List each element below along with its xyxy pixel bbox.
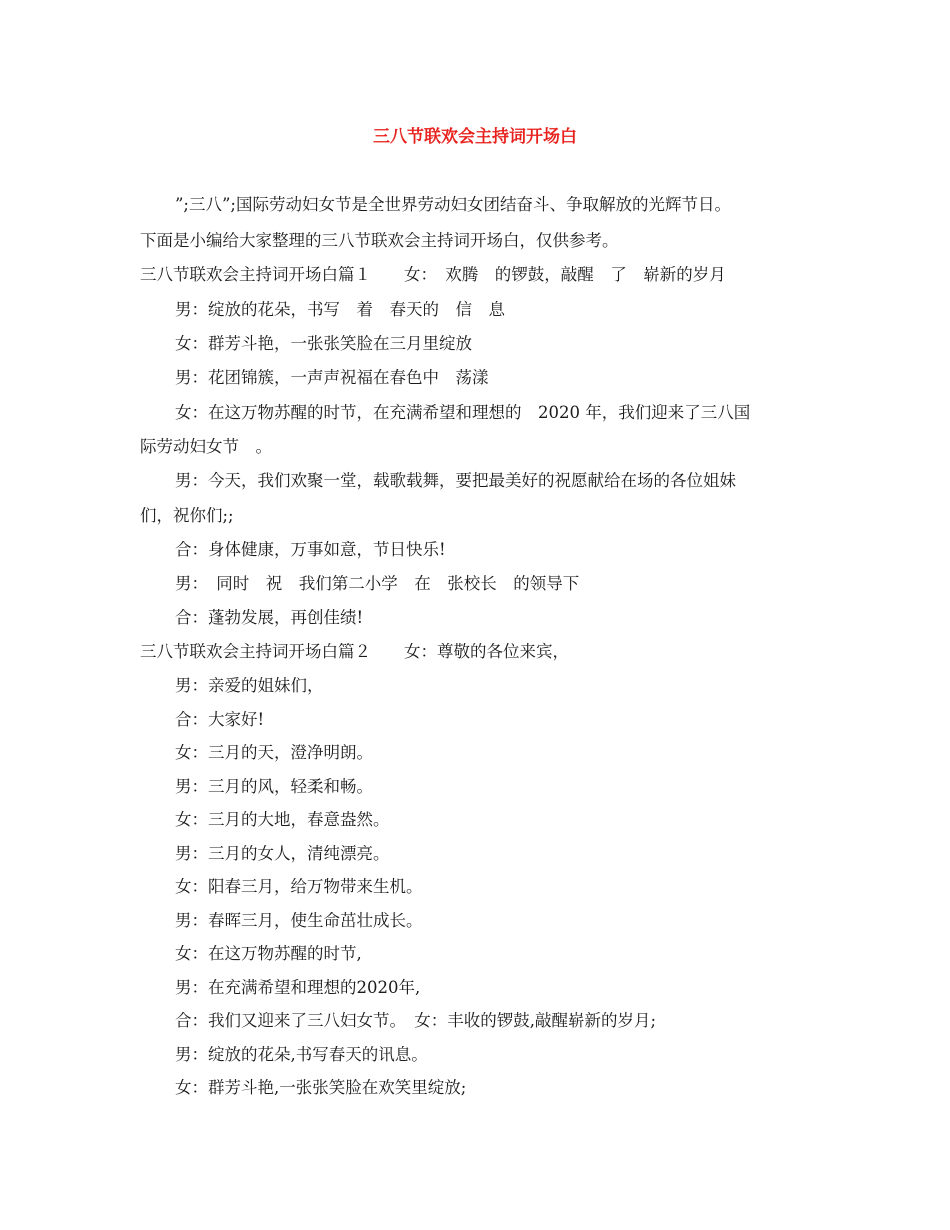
dialogue-line: 们，祝你们;;: [140, 506, 234, 525]
dialogue-line: 女：群芳斗艳,一张张笑脸在欢笑里绽放;: [175, 1078, 467, 1097]
dialogue-line: 男：在充满希望和理想的2020年,: [175, 978, 421, 997]
dialogue-line: 男：今天，我们欢聚一堂，载歌载舞，要把最美好的祝愿献给在场的各位姐妹: [175, 471, 736, 490]
dialogue-line: 男：绽放的花朵，书写 着 春天的 信 息: [175, 300, 505, 319]
dialogue-line: 女：三月的天，澄净明朗。: [175, 743, 373, 762]
paragraph-line: ”;三八”;国际劳动妇女节是全世界劳动妇女团结奋斗、争取解放的光辉节日。: [175, 195, 731, 214]
section-heading-line: 三八节联欢会主持词开场白篇２ 女：尊敬的各位来宾，: [140, 642, 569, 661]
dialogue-line: 男：春晖三月，使生命茁壮成长。: [175, 911, 423, 930]
dialogue-line: 女：在这万物苏醒的时节，在充满希望和理想的 2020 年，我们迎来了三八国: [175, 403, 751, 422]
dialogue-line: 女：群芳斗艳，一张张笑脸在三月里绽放: [175, 334, 472, 353]
dialogue-line: 合：大家好!: [175, 710, 265, 729]
dialogue-line: 女：阳春三月，给万物带来生机。: [175, 877, 423, 896]
dialogue-line: 男：花团锦簇，一声声祝福在春色中 荡漾: [175, 368, 489, 387]
dialogue-line: 女：在这万物苏醒的时节,: [175, 944, 362, 963]
dialogue-line: 男：三月的女人，清纯漂亮。: [175, 844, 390, 863]
dialogue-line: 男：亲爱的姐妹们，: [175, 676, 324, 695]
paragraph-line: 下面是小编给大家整理的三八节联欢会主持词开场白，仅供参考。: [140, 231, 619, 250]
section-heading-line: 三八节联欢会主持词开场白篇１ 女： 欢腾 的锣鼓，敲醒 了 崭新的岁月: [140, 265, 726, 284]
dialogue-line: 合：我们又迎来了三八妇女节。 女：丰收的锣鼓,敲醒崭新的岁月;: [175, 1011, 657, 1030]
dialogue-line: 男：绽放的花朵,书写春天的讯息。: [175, 1045, 428, 1064]
dialogue-line: 合：蓬勃发展，再创佳绩!: [175, 608, 364, 627]
dialogue-line: 男： 同时 祝 我们第二小学 在 张校长 的领导下: [175, 574, 580, 593]
dialogue-line: 际劳动妇女节 。: [140, 437, 272, 456]
dialogue-line: 女：三月的大地，春意盎然。: [175, 810, 390, 829]
dialogue-line: 合：身体健康，万事如意，节日快乐!: [175, 540, 446, 559]
dialogue-line: 男：三月的风，轻柔和畅。: [175, 777, 373, 796]
document-title: 三八节联欢会主持词开场白: [373, 127, 577, 147]
